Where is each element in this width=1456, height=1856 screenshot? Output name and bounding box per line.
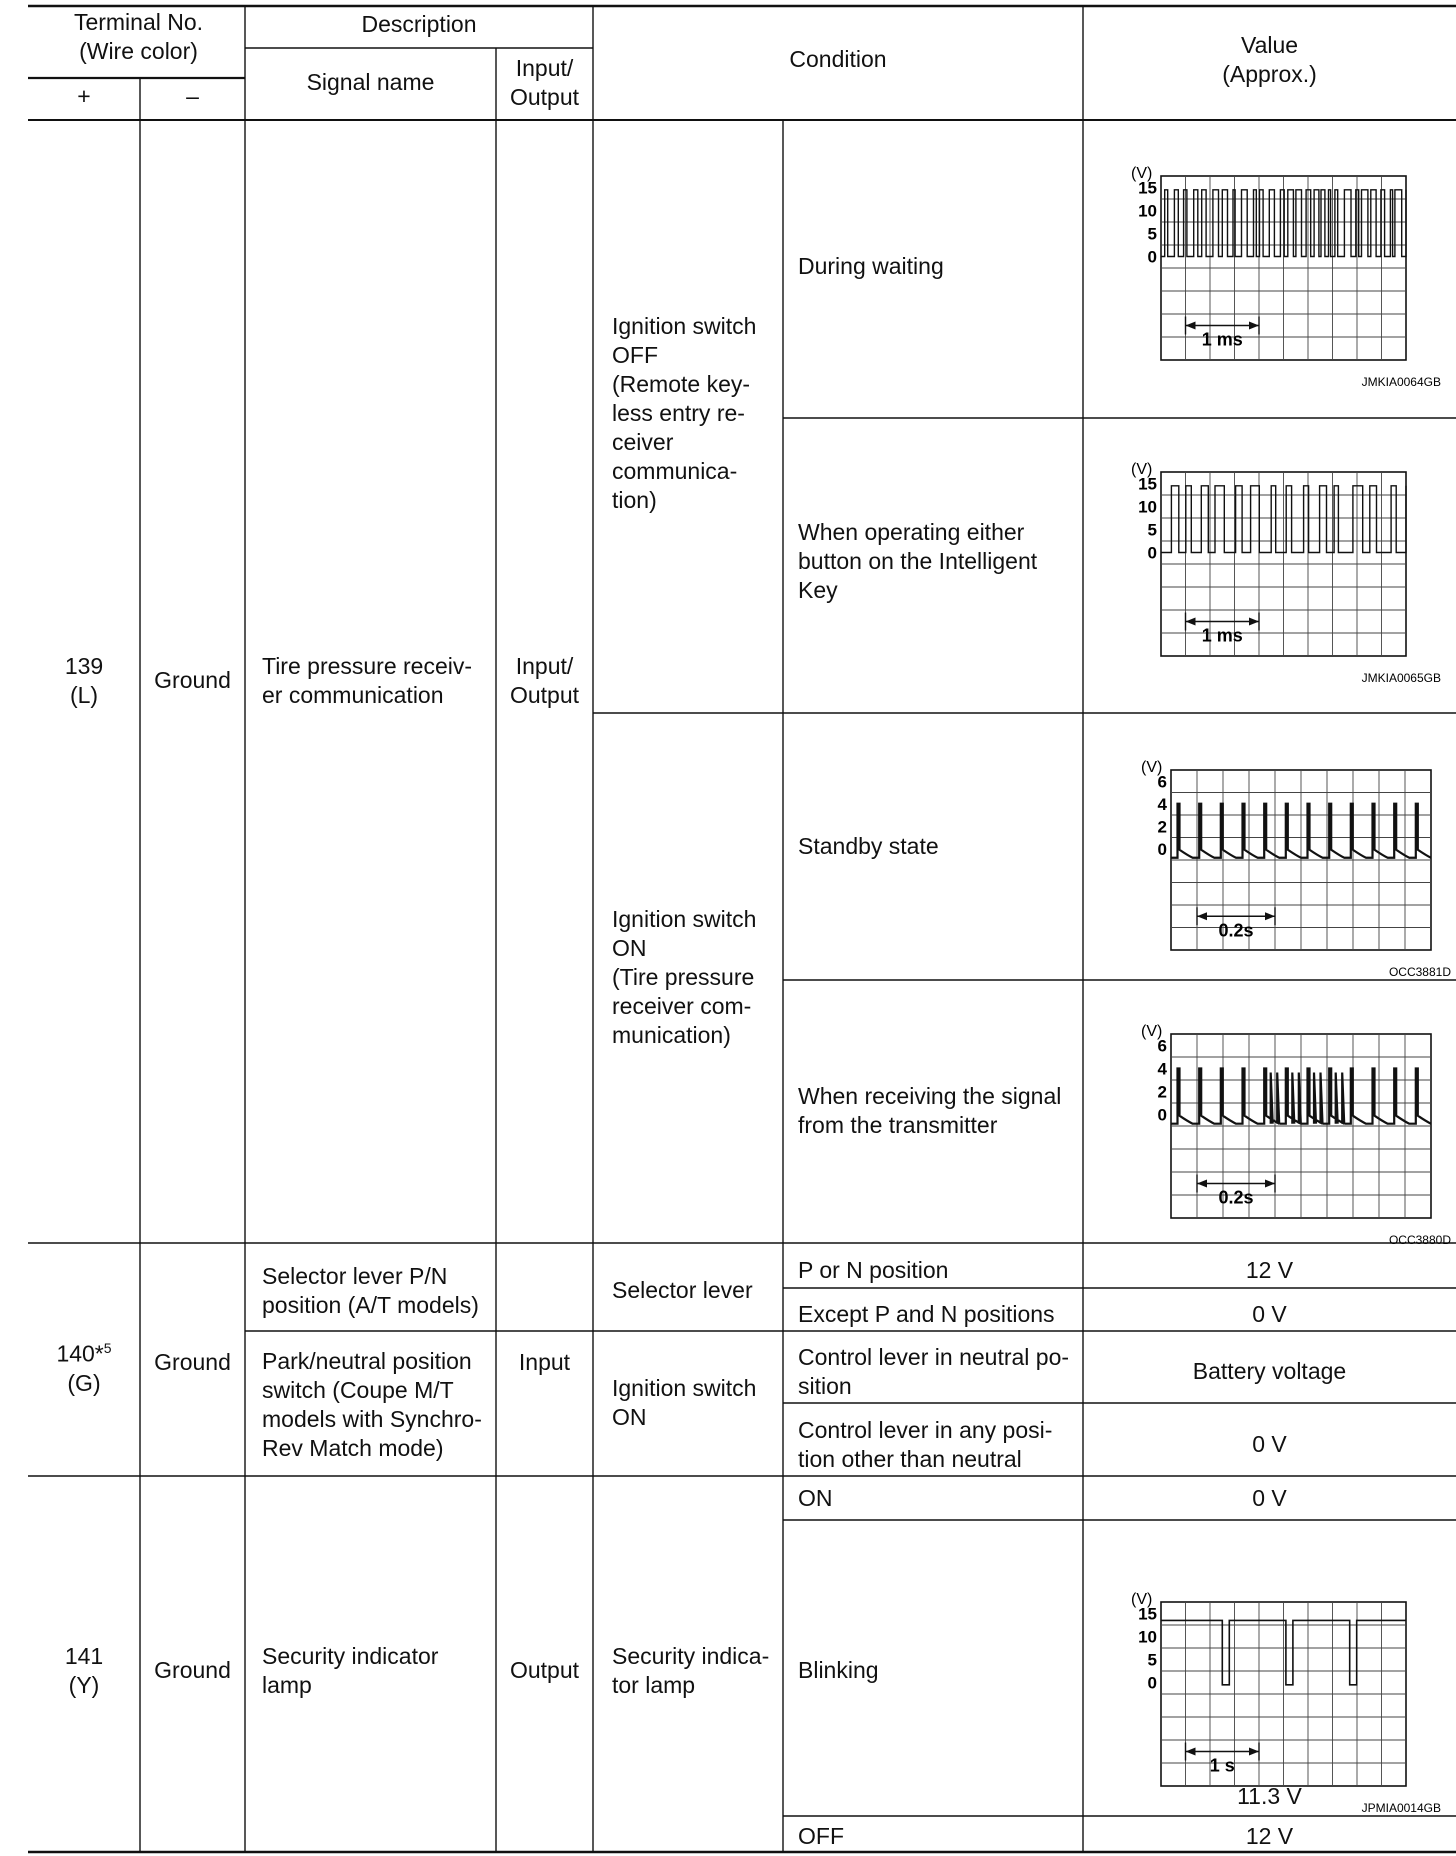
condition-selector-lever: Selector lever (612, 1277, 753, 1303)
subcondition-off: OFF (798, 1823, 844, 1849)
waveform-receiving-signal (1135, 1022, 1455, 1256)
waveform-svg (1135, 1022, 1455, 1256)
scope-tick-label: 5 (1147, 1650, 1157, 1670)
subcondition-other-than-neutral: Control lever in any posi- tion other than neutral (798, 1417, 1053, 1472)
scope-tick-label: 5 (1147, 224, 1157, 244)
scope-tick-label: 10 (1138, 497, 1157, 517)
scope-unit-label: (V) (1141, 759, 1163, 776)
value-except-p-n: 0 V (1252, 1301, 1287, 1327)
scope-tick-label: 2 (1157, 817, 1167, 837)
header-minus: – (186, 83, 199, 109)
header-description: Description (361, 11, 477, 37)
scope-tick-label: 15 (1138, 178, 1157, 198)
scope-time-arrowhead (1186, 618, 1196, 626)
subcondition-p-or-n: P or N position (798, 1257, 949, 1283)
waveform-svg (1125, 1590, 1445, 1824)
minus-ground-140: Ground (154, 1349, 231, 1375)
scope-tick-label: 15 (1138, 1604, 1157, 1624)
subcondition-standby-state: Standby state (798, 833, 939, 859)
waveform-standby-state (1135, 758, 1455, 988)
io-141: Output (509, 1657, 580, 1683)
terminal-139: 139 (L) (64, 653, 104, 708)
subcondition-blinking: Blinking (798, 1657, 879, 1683)
waveform-svg (1135, 758, 1455, 988)
signal-name-141: Security indicator lamp (262, 1643, 439, 1698)
terminal-141: 141 (Y) (64, 1643, 104, 1698)
subcondition-except-p-n: Except P and N positions (798, 1301, 1055, 1327)
scope-unit-label: (V) (1131, 461, 1153, 478)
io-139: Input/ Output (509, 653, 580, 708)
signal-name-139: Tire pressure receiv- er communication (262, 653, 473, 708)
scope-unit-label: (V) (1131, 165, 1153, 182)
terminal-140: 140*$^5$ (G) (56, 1340, 112, 1396)
scope-time-label: 1 s (1209, 1755, 1235, 1776)
value-p-or-n: 12 V (1245, 1257, 1294, 1283)
scope-unit-label: (V) (1131, 1591, 1153, 1608)
scope-unit-label: (V) (1141, 1023, 1163, 1040)
scope-tick-label: 15 (1138, 474, 1157, 494)
value-other-than-neutral: 0 V (1252, 1431, 1287, 1457)
scope-tick-label: 6 (1157, 1036, 1167, 1056)
waveform-svg (1125, 164, 1445, 398)
scope-figure-code: OCC3881D (1388, 965, 1451, 979)
header-terminal-no: Terminal No. (Wire color) (73, 9, 204, 64)
scope-tick-label: 5 (1147, 520, 1157, 540)
subcondition-receiving-signal: When receiving the signal from the transmitter (798, 1083, 1062, 1138)
io-140: Input (518, 1349, 571, 1375)
condition-ignition-off: Ignition switch OFF (Remote key- less entry re- ceiver communica- tion) (612, 313, 757, 513)
value-blinking: 11.3 V (1237, 1783, 1302, 1809)
scope-time-label: 1 ms (1201, 329, 1243, 350)
scope-time-label: 1 ms (1201, 625, 1243, 646)
scope-tick-label: 2 (1157, 1082, 1167, 1102)
minus-ground-139: Ground (154, 667, 231, 693)
subcondition-on: ON (798, 1485, 833, 1511)
waveform-during-waiting (1125, 164, 1445, 398)
scope-figure-code: OCC3880D (1388, 1233, 1451, 1247)
scope-tick-label: 0 (1147, 543, 1157, 563)
signal-name-140-selector: Selector lever P/N position (A/T models) (262, 1263, 479, 1318)
scope-tick-label: 0 (1157, 839, 1167, 859)
value-off: 12 V (1245, 1823, 1294, 1849)
scope-time-arrowhead (1265, 1180, 1275, 1188)
scope-figure-code: JMKIA0065GB (1361, 671, 1441, 685)
value-on: 0 V (1252, 1485, 1287, 1511)
condition-security-indicator-lamp: Security indica- tor lamp (612, 1643, 770, 1698)
scope-tick-label: 0 (1157, 1105, 1167, 1125)
scope-time-label: 0.2s (1218, 1187, 1254, 1208)
subcondition-neutral: Control lever in neutral po- sition (798, 1344, 1070, 1399)
scope-time-label: 0.2s (1218, 920, 1254, 941)
scope-tick-label: 0 (1147, 247, 1157, 267)
waveform-blinking (1125, 1590, 1445, 1824)
scope-time-arrowhead (1186, 322, 1196, 330)
minus-ground-141: Ground (154, 1657, 231, 1683)
scope-time-arrowhead (1249, 618, 1259, 626)
scope-time-arrowhead (1265, 912, 1275, 920)
scope-time-arrowhead (1186, 1748, 1196, 1756)
waveform-svg (1125, 460, 1445, 694)
scope-tick-label: 10 (1138, 1627, 1157, 1647)
scope-time-arrowhead (1197, 912, 1207, 920)
scope-tick-label: 4 (1157, 1059, 1167, 1079)
scope-time-arrowhead (1249, 322, 1259, 330)
scope-tick-label: 4 (1157, 794, 1167, 814)
scope-signal-trace (1161, 190, 1406, 257)
scope-time-arrowhead (1249, 1748, 1259, 1756)
condition-ignition-on: Ignition switch ON (Tire pressure receiver com- munication) (612, 906, 757, 1048)
header-condition: Condition (789, 46, 887, 72)
value-battery-voltage: Battery voltage (1192, 1358, 1347, 1384)
subcondition-during-waiting: During waiting (798, 253, 944, 279)
header-signal-name: Signal name (306, 69, 435, 95)
scope-tick-label: 10 (1138, 201, 1157, 221)
header-value: Value (Approx.) (1222, 32, 1317, 87)
scope-figure-code: JMKIA0064GB (1361, 375, 1441, 389)
condition-ignition-on-140: Ignition switch ON (612, 1375, 757, 1430)
scope-figure-code: JPMIA0014GB (1361, 1801, 1441, 1815)
header-plus: + (77, 83, 91, 109)
signal-name-140-park-neutral: Park/neutral position switch (Coupe M/T models with Synchro- Rev Match mode) (262, 1348, 482, 1461)
waveform-intelligent-key (1125, 460, 1445, 694)
scope-tick-label: 6 (1157, 772, 1167, 792)
scope-time-arrowhead (1197, 1180, 1207, 1188)
subcondition-operating-intelligent-key: When operating either button on the Intelligent Key (798, 519, 1038, 603)
scope-tick-label: 0 (1147, 1673, 1157, 1693)
header-input-output: Input/ Output (509, 55, 580, 110)
